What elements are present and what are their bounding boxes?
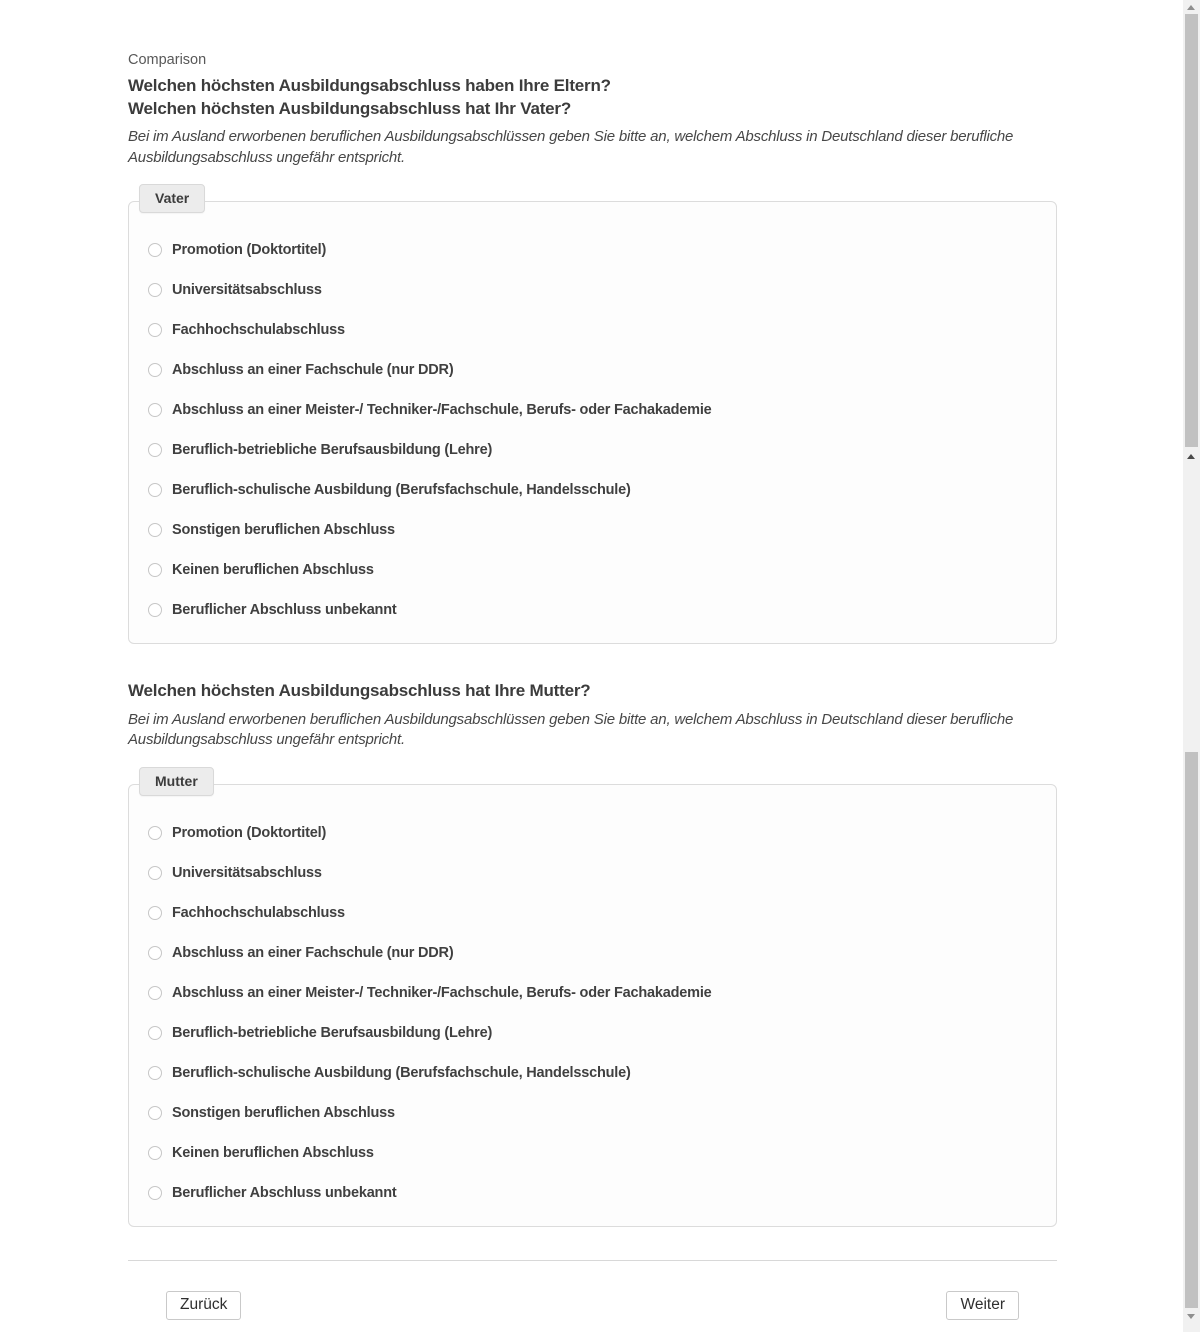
- answer-option-label[interactable]: Beruflicher Abschluss unbekannt: [172, 602, 397, 618]
- back-button[interactable]: Zurück: [166, 1291, 241, 1320]
- radio-button-icon[interactable]: [148, 1026, 162, 1040]
- answer-option-row[interactable]: [148, 590, 1036, 630]
- answer-option-label[interactable]: Keinen beruflichen Abschluss: [172, 1144, 374, 1161]
- answer-option-label[interactable]: Abschluss an einer Meister-/ Techniker-/Fachschule, Berufs- oder Fachakademie: [172, 402, 712, 418]
- answer-option-row[interactable]: [148, 1053, 1036, 1093]
- question-section-mother: [128, 680, 1057, 1227]
- question-help-text: Bei im Ausland erworbenen beruflichen Ausbildungsabschlüssen geben Sie bitte an, welchem Abschluss in Deutschland dieser berufliche Ausbildungsabschluss ungefähr entspricht.: [128, 710, 1014, 748]
- scrollbar-up-arrow-icon-inner[interactable]: [1187, 454, 1195, 459]
- answer-option-label[interactable]: Universitätsabschluss: [172, 864, 322, 881]
- answer-option-label[interactable]: Beruflich-betriebliche Berufsausbildung (Lehre): [172, 1024, 493, 1041]
- radio-button-icon[interactable]: [148, 1106, 162, 1120]
- radio-button-icon[interactable]: [148, 986, 162, 1000]
- answer-option-row[interactable]: [148, 350, 1036, 390]
- answer-option-row[interactable]: [148, 390, 1036, 430]
- radio-button-icon[interactable]: [148, 323, 162, 337]
- fieldset-legend-father: Vater: [139, 184, 205, 213]
- answer-option-row[interactable]: [148, 1133, 1036, 1173]
- answer-option-label[interactable]: Beruflich-schulische Ausbildung (Berufsfachschule, Handelsschule): [172, 1064, 631, 1081]
- answer-option-row[interactable]: [148, 933, 1036, 973]
- scrollbar-thumb-lower[interactable]: [1185, 752, 1198, 1308]
- radio-button-icon[interactable]: [148, 243, 162, 257]
- answer-option-label[interactable]: Beruflich-schulische Ausbildung (Berufsfachschule, Handelsschule): [172, 482, 631, 498]
- answer-option-label[interactable]: Keinen beruflichen Abschluss: [172, 562, 374, 578]
- answer-option-row[interactable]: [148, 510, 1036, 550]
- next-button[interactable]: Weiter: [946, 1291, 1019, 1320]
- radio-button-icon[interactable]: [148, 946, 162, 960]
- question-title-mother: Welchen höchsten Ausbildungsabschluss hat Ihre Mutter?: [128, 681, 591, 700]
- radio-button-icon[interactable]: [148, 363, 162, 377]
- answer-option-label[interactable]: Abschluss an einer Meister-/ Techniker-/Fachschule, Berufs- oder Fachakademie: [172, 984, 712, 1001]
- answer-option-row[interactable]: [148, 1173, 1036, 1213]
- radio-button-icon[interactable]: [148, 1146, 162, 1160]
- answer-option-label[interactable]: Abschluss an einer Fachschule (nur DDR): [172, 362, 454, 378]
- question-title-parents: Welchen höchsten Ausbildungsabschluss haben Ihre Eltern?: [128, 76, 611, 95]
- scrollbar-track[interactable]: [1183, 0, 1200, 1332]
- question-group-title: Comparison: [128, 52, 207, 68]
- answer-option-row[interactable]: [148, 813, 1036, 853]
- answer-option-label[interactable]: Promotion (Doktortitel): [172, 824, 327, 841]
- radio-button-icon[interactable]: [148, 403, 162, 417]
- answer-option-label[interactable]: Sonstigen beruflichen Abschluss: [172, 1104, 395, 1121]
- navigation-row: [128, 1291, 1057, 1320]
- answer-option-row[interactable]: [148, 310, 1036, 350]
- answer-option-row[interactable]: [148, 1013, 1036, 1053]
- answer-option-row[interactable]: [148, 550, 1036, 590]
- radio-button-icon[interactable]: [148, 906, 162, 920]
- answer-options-list-father: [148, 230, 1036, 630]
- scrollbar-down-arrow-icon[interactable]: [1187, 1314, 1195, 1319]
- answer-box-mother: [128, 772, 1057, 1227]
- survey-page: [128, 0, 1057, 1320]
- answer-option-label[interactable]: Abschluss an einer Fachschule (nur DDR): [172, 944, 454, 961]
- answer-option-label[interactable]: Beruflich-betriebliche Berufsausbildung (Lehre): [172, 442, 493, 458]
- answer-option-label[interactable]: Universitätsabschluss: [172, 282, 322, 298]
- answer-option-row[interactable]: [148, 430, 1036, 470]
- question-help-text: Bei im Ausland erworbenen beruflichen Ausbildungsabschlüssen geben Sie bitte an, welchem Abschluss in Deutschland dieser berufliche Ausbildungsabschluss ungefähr entspricht.: [128, 128, 1014, 166]
- radio-button-icon[interactable]: [148, 523, 162, 537]
- footer-divider: [128, 1260, 1057, 1261]
- radio-button-icon[interactable]: [148, 1186, 162, 1200]
- answer-option-label[interactable]: Fachhochschulabschluss: [172, 904, 345, 921]
- radio-button-icon[interactable]: [148, 1066, 162, 1080]
- question-section-father: [128, 75, 1057, 644]
- radio-button-icon[interactable]: [148, 443, 162, 457]
- answer-option-label[interactable]: Fachhochschulabschluss: [172, 322, 345, 338]
- fieldset-legend-mother: Mutter: [139, 767, 214, 796]
- answer-option-row[interactable]: [148, 893, 1036, 933]
- answer-options-list-mother: [148, 813, 1036, 1213]
- radio-button-icon[interactable]: [148, 866, 162, 880]
- answer-option-row[interactable]: [148, 230, 1036, 270]
- radio-button-icon[interactable]: [148, 563, 162, 577]
- radio-button-icon[interactable]: [148, 283, 162, 297]
- answer-option-label[interactable]: Sonstigen beruflichen Abschluss: [172, 522, 395, 538]
- question-title-father: Welchen höchsten Ausbildungsabschluss hat Ihr Vater?: [128, 98, 572, 118]
- answer-option-label[interactable]: Beruflicher Abschluss unbekannt: [172, 1184, 397, 1201]
- radio-button-icon[interactable]: [148, 483, 162, 497]
- scrollbar-thumb-upper[interactable]: [1185, 14, 1198, 447]
- answer-option-row[interactable]: [148, 470, 1036, 510]
- scrollbar-up-arrow-icon[interactable]: [1187, 5, 1195, 10]
- answer-option-row[interactable]: [148, 853, 1036, 893]
- answer-option-row[interactable]: [148, 973, 1036, 1013]
- radio-button-icon[interactable]: [148, 826, 162, 840]
- answer-option-row[interactable]: [148, 1093, 1036, 1133]
- answer-option-row[interactable]: [148, 270, 1036, 310]
- answer-box-father: [128, 190, 1057, 644]
- answer-option-label[interactable]: Promotion (Doktortitel): [172, 242, 327, 258]
- radio-button-icon[interactable]: [148, 603, 162, 617]
